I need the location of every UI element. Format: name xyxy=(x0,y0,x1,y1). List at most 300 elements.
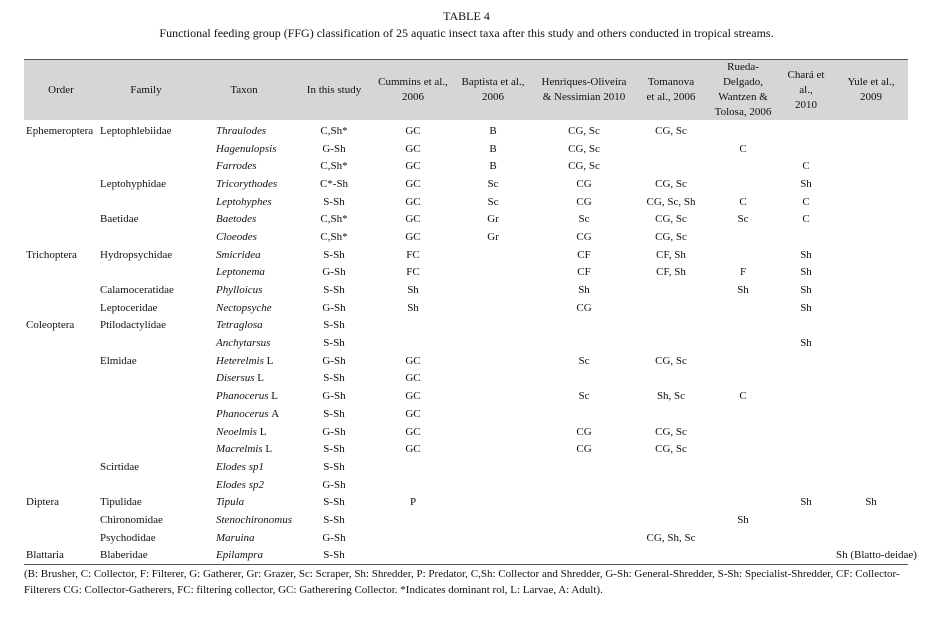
henriques-cell: CG xyxy=(576,425,592,438)
rueda-cell xyxy=(708,175,778,193)
tomanova-cell: CF, Sh xyxy=(656,248,686,261)
taxon-name: Neoelmis xyxy=(216,425,257,438)
baptista-cell xyxy=(452,299,534,317)
this-study-cell: C,Sh* xyxy=(320,213,348,226)
taxon-cell xyxy=(194,493,294,511)
family-cell: Leptoceridae xyxy=(100,301,158,314)
this-study-cell: S-Sh xyxy=(323,337,345,350)
order-cell xyxy=(24,387,98,405)
taxon-name: Phanocerus xyxy=(216,407,269,420)
taxon-cell xyxy=(194,405,294,423)
rueda-cell: Sc xyxy=(737,213,749,226)
cummins-cell: GC xyxy=(405,390,421,403)
family-cell xyxy=(98,264,194,282)
yule-cell xyxy=(834,175,908,193)
taxon-name: Maruina xyxy=(216,531,255,544)
order-cell xyxy=(24,511,98,529)
taxon-name: Anchytarsus xyxy=(216,337,271,350)
cummins-cell xyxy=(374,529,452,547)
tomanova-cell xyxy=(634,281,708,299)
family-cell: Ptilodactylidae xyxy=(100,319,166,332)
taxon-cell xyxy=(194,281,294,299)
rueda-cell xyxy=(708,405,778,423)
family-cell xyxy=(98,228,194,246)
tomanova-cell: CF, Sh xyxy=(656,266,686,279)
table-row xyxy=(24,423,908,441)
baptista-cell: B xyxy=(489,124,497,137)
yule-cell xyxy=(834,334,908,352)
table-row xyxy=(24,175,908,193)
cummins-cell: GC xyxy=(405,160,421,173)
order-cell: Trichoptera xyxy=(26,248,77,261)
table-row xyxy=(24,317,908,335)
order-cell xyxy=(24,458,98,476)
rueda-cell: C xyxy=(739,195,747,208)
tomanova-cell xyxy=(634,476,708,494)
taxon-name: Phanocerus xyxy=(216,390,269,403)
henriques-cell: CG, Sc xyxy=(568,160,600,173)
taxon-name: Elodes sp1 xyxy=(216,460,264,473)
order-cell: Blattaria xyxy=(26,549,64,562)
baptista-cell xyxy=(452,476,534,494)
yule-cell xyxy=(834,246,908,264)
yule-cell xyxy=(834,193,908,211)
tomanova-cell xyxy=(634,547,708,565)
henriques-cell xyxy=(534,317,634,335)
baptista-cell xyxy=(452,547,534,565)
taxon-name: Baetodes xyxy=(216,213,257,226)
cummins-cell: Sh xyxy=(407,284,419,297)
taxon-cell xyxy=(194,140,294,158)
table-row xyxy=(24,210,908,228)
table-row xyxy=(24,334,908,352)
rueda-cell xyxy=(708,246,778,264)
life-stage: L xyxy=(259,425,267,438)
family-cell xyxy=(98,387,194,405)
taxon-cell xyxy=(194,157,294,175)
order-cell xyxy=(24,210,98,228)
order-cell xyxy=(24,405,98,423)
taxon-cell xyxy=(194,440,294,458)
henriques-cell: CG xyxy=(576,195,592,208)
cummins-cell xyxy=(374,317,452,335)
taxon-cell xyxy=(194,120,294,140)
tomanova-cell: CG, Sc xyxy=(655,443,687,456)
rueda-cell xyxy=(708,547,778,565)
rueda-cell: Sh xyxy=(737,513,749,526)
family-cell: Leptohyphidae xyxy=(100,177,166,190)
baptista-cell xyxy=(452,405,534,423)
henriques-cell: Sc xyxy=(578,213,590,226)
life-stage: L xyxy=(266,354,274,367)
table-row xyxy=(24,405,908,423)
baptista-cell xyxy=(452,370,534,388)
family-cell xyxy=(98,423,194,441)
chara-cell: Sh xyxy=(800,496,812,509)
tomanova-cell xyxy=(634,493,708,511)
tomanova-cell xyxy=(634,299,708,317)
baptista-cell: B xyxy=(489,142,497,155)
family-cell xyxy=(98,476,194,494)
tomanova-cell: CG, Sc xyxy=(655,177,687,190)
rueda-cell xyxy=(708,476,778,494)
tomanova-cell: CG, Sc xyxy=(655,230,687,243)
table-row xyxy=(24,458,908,476)
chara-cell xyxy=(778,352,834,370)
baptista-cell xyxy=(452,387,534,405)
rueda-cell xyxy=(708,352,778,370)
rueda-cell: C xyxy=(739,390,747,403)
family-cell: Blaberidae xyxy=(100,549,148,562)
henriques-cell: CG, Sc xyxy=(568,124,600,137)
order-cell xyxy=(24,140,98,158)
rueda-cell xyxy=(708,423,778,441)
taxon-name: Smicridea xyxy=(216,248,261,261)
henriques-cell: CG xyxy=(576,301,592,314)
taxon-name: Phylloicus xyxy=(216,284,263,297)
chara-cell xyxy=(778,511,834,529)
chara-cell xyxy=(778,405,834,423)
order-cell xyxy=(24,193,98,211)
yule-cell xyxy=(834,140,908,158)
rueda-cell xyxy=(708,458,778,476)
chara-cell xyxy=(778,228,834,246)
this-study-cell: C*-Sh xyxy=(319,177,349,190)
order-cell xyxy=(24,228,98,246)
tomanova-cell xyxy=(634,157,708,175)
yule-cell xyxy=(834,458,908,476)
rueda-cell: Sh xyxy=(737,284,749,297)
table-header xyxy=(24,60,908,121)
cummins-cell: P xyxy=(409,496,417,509)
family-cell: Calamoceratidae xyxy=(100,284,174,297)
chara-cell xyxy=(778,120,834,140)
table-row xyxy=(24,281,908,299)
order-cell xyxy=(24,423,98,441)
table-row xyxy=(24,370,908,388)
taxon-cell xyxy=(194,246,294,264)
tomanova-cell xyxy=(634,405,708,423)
henriques-cell xyxy=(534,547,634,565)
taxon-name: Epilampra xyxy=(216,549,264,562)
taxon-name: Farrodes xyxy=(216,160,257,173)
taxon-name: Nectopsyche xyxy=(216,301,272,314)
tomanova-cell: CG, Sc xyxy=(655,354,687,367)
henriques-cell xyxy=(534,493,634,511)
header-chara: Chará et al., 2010 xyxy=(787,68,825,111)
header-yule: Yule et al., 2009 xyxy=(847,76,895,103)
family-cell: Tipulidae xyxy=(100,496,142,509)
yule-cell xyxy=(834,299,908,317)
rueda-cell xyxy=(708,529,778,547)
taxon-name: Tricorythodes xyxy=(216,177,278,190)
this-study-cell: C,Sh* xyxy=(320,124,348,137)
order-cell xyxy=(24,476,98,494)
baptista-cell xyxy=(452,511,534,529)
rueda-cell xyxy=(708,493,778,511)
this-study-cell: G-Sh xyxy=(322,390,346,403)
tomanova-cell: Sh, Sc xyxy=(656,390,686,403)
this-study-cell: C,Sh* xyxy=(320,160,348,173)
order-cell xyxy=(24,175,98,193)
taxon-name: Stenochironomus xyxy=(216,513,292,526)
order-cell xyxy=(24,370,98,388)
cummins-cell: FC xyxy=(406,248,420,261)
henriques-cell: CG xyxy=(576,443,592,456)
header-order: Order xyxy=(48,83,74,96)
order-cell xyxy=(24,440,98,458)
henriques-cell xyxy=(534,370,634,388)
taxon-cell xyxy=(194,529,294,547)
family-cell xyxy=(98,157,194,175)
rueda-cell xyxy=(708,440,778,458)
tomanova-cell xyxy=(634,317,708,335)
henriques-cell: CF xyxy=(577,248,591,261)
yule-cell xyxy=(834,529,908,547)
chara-cell xyxy=(778,317,834,335)
cummins-cell: GC xyxy=(405,195,421,208)
taxon-cell xyxy=(194,210,294,228)
henriques-cell xyxy=(534,511,634,529)
header-taxon: Taxon xyxy=(230,83,258,96)
cummins-cell: GC xyxy=(405,142,421,155)
taxon-cell xyxy=(194,511,294,529)
tomanova-cell xyxy=(634,140,708,158)
family-cell xyxy=(98,440,194,458)
cummins-cell: Sh xyxy=(407,301,419,314)
table-footnote: (B: Brusher, C: Collector, F: Filterer, G: Gatherer, Gr: Grazer, Sc: Scraper, Sh: Shredder, P: Predator, C,Sh: Collector and Shredder, G-Sh: General-Shredder, S-Sh: Specialist-Shredder, CF: Collector-Filterers CG: Collector-Gatherers, FC: filtering collector, GC: Gatherering Collector. *Indicates dominant rol, L: Larvae, A: Adult). xyxy=(24,568,900,596)
yule-cell xyxy=(834,511,908,529)
family-cell: Hydropsychidae xyxy=(100,248,173,261)
chara-cell xyxy=(778,529,834,547)
taxon-cell xyxy=(194,228,294,246)
cummins-cell: GC xyxy=(405,407,421,420)
taxon-cell xyxy=(194,334,294,352)
this-study-cell: S-Sh xyxy=(323,549,345,562)
taxon-name: Tipula xyxy=(216,496,245,509)
henriques-cell: CF xyxy=(577,266,591,279)
taxon-cell xyxy=(194,193,294,211)
cummins-cell xyxy=(374,458,452,476)
order-cell xyxy=(24,264,98,282)
henriques-cell: Sc xyxy=(578,354,590,367)
table-label: TABLE 4 xyxy=(443,9,490,23)
rueda-cell: C xyxy=(739,142,747,155)
taxon-name: Cloeodes xyxy=(216,230,257,243)
tomanova-cell: CG, Sc xyxy=(655,213,687,226)
tomanova-cell: CG, Sc xyxy=(655,124,687,137)
header-family: Family xyxy=(130,83,162,96)
taxon-cell xyxy=(194,317,294,335)
yule-cell xyxy=(834,387,908,405)
henriques-cell: Sh xyxy=(578,284,590,297)
table-row xyxy=(24,440,908,458)
table-row xyxy=(24,299,908,317)
header-rueda: Rueda-Delgado, Wantzen & Tolosa, 2006 xyxy=(714,61,772,118)
header-cummins: Cummins et al., 2006 xyxy=(378,76,448,103)
order-cell xyxy=(24,157,98,175)
tomanova-cell xyxy=(634,370,708,388)
henriques-cell xyxy=(534,476,634,494)
taxon-cell xyxy=(194,370,294,388)
family-cell xyxy=(98,193,194,211)
life-stage: L xyxy=(271,390,279,403)
cummins-cell xyxy=(374,476,452,494)
taxon-cell xyxy=(194,264,294,282)
henriques-cell xyxy=(534,458,634,476)
this-study-cell: S-Sh xyxy=(323,284,345,297)
baptista-cell xyxy=(452,264,534,282)
cummins-cell: GC xyxy=(405,443,421,456)
cummins-cell: GC xyxy=(405,124,421,137)
rueda-cell: F xyxy=(739,266,747,279)
henriques-cell xyxy=(534,405,634,423)
this-study-cell: S-Sh xyxy=(323,407,345,420)
cummins-cell: GC xyxy=(405,372,421,385)
yule-cell xyxy=(834,370,908,388)
header-baptista: Baptista et al., 2006 xyxy=(461,76,525,103)
tomanova-cell xyxy=(634,458,708,476)
this-study-cell: G-Sh xyxy=(322,478,346,491)
chara-cell xyxy=(778,458,834,476)
table-row xyxy=(24,511,908,529)
cummins-cell: GC xyxy=(405,354,421,367)
this-study-cell: S-Sh xyxy=(323,460,345,473)
taxon-name: Disersus xyxy=(216,372,255,385)
cummins-cell: GC xyxy=(405,177,421,190)
life-stage: A xyxy=(271,407,280,420)
header-henriques: Henriques-Oliveira & Nessimian 2010 xyxy=(541,76,627,103)
yule-cell xyxy=(834,210,908,228)
order-cell: Ephemeroptera xyxy=(26,124,94,137)
henriques-cell: CG xyxy=(576,230,592,243)
taxon-name: Leptonema xyxy=(216,266,265,279)
chara-cell: C xyxy=(802,160,810,173)
this-study-cell: S-Sh xyxy=(323,496,345,509)
taxon-cell xyxy=(194,175,294,193)
tomanova-cell: CG, Sc, Sh xyxy=(646,195,696,208)
family-cell: Baetidae xyxy=(100,213,139,226)
henriques-cell xyxy=(534,334,634,352)
chara-cell: C xyxy=(802,195,810,208)
chara-cell xyxy=(778,476,834,494)
taxon-name: Leptohyphes xyxy=(216,195,272,208)
chara-cell: Sh xyxy=(800,284,812,297)
order-cell: Coleoptera xyxy=(26,319,75,332)
rueda-cell xyxy=(708,299,778,317)
rueda-cell xyxy=(708,228,778,246)
tomanova-cell: CG, Sh, Sc xyxy=(646,531,696,544)
yule-cell xyxy=(834,281,908,299)
baptista-cell xyxy=(452,423,534,441)
order-cell: Diptera xyxy=(26,496,59,509)
cummins-cell: FC xyxy=(406,266,420,279)
family-cell: Leptophlebiidae xyxy=(100,124,172,137)
taxon-name: Thraulodes xyxy=(216,124,267,137)
tomanova-cell xyxy=(634,511,708,529)
chara-cell: Sh xyxy=(800,301,812,314)
tomanova-cell xyxy=(634,334,708,352)
rueda-cell xyxy=(708,157,778,175)
order-cell xyxy=(24,529,98,547)
baptista-cell xyxy=(452,317,534,335)
yule-cell xyxy=(834,120,908,140)
this-study-cell: G-Sh xyxy=(322,425,346,438)
table-row xyxy=(24,228,908,246)
baptista-cell: Sc xyxy=(487,177,499,190)
rueda-cell xyxy=(708,317,778,335)
yule-cell: Sh xyxy=(865,496,877,509)
taxon-name: Hagenulopsis xyxy=(216,142,277,155)
chara-cell: Sh xyxy=(800,266,812,279)
family-cell xyxy=(98,334,194,352)
chara-cell: Sh xyxy=(800,177,812,190)
rueda-cell xyxy=(708,120,778,140)
order-cell xyxy=(24,299,98,317)
order-cell xyxy=(24,281,98,299)
taxon-cell xyxy=(194,299,294,317)
chara-cell xyxy=(778,547,834,565)
chara-cell: Sh xyxy=(800,337,812,350)
this-study-cell: S-Sh xyxy=(323,195,345,208)
baptista-cell: Sc xyxy=(487,195,499,208)
yule-cell xyxy=(834,476,908,494)
taxon-cell xyxy=(194,387,294,405)
table-row xyxy=(24,140,908,158)
baptista-cell xyxy=(452,246,534,264)
family-cell: Scirtidae xyxy=(100,460,140,473)
taxon-cell xyxy=(194,352,294,370)
this-study-cell: S-Sh xyxy=(323,513,345,526)
table-row xyxy=(24,264,908,282)
yule-cell xyxy=(834,264,908,282)
table-row xyxy=(24,352,908,370)
yule-cell xyxy=(834,440,908,458)
this-study-cell: G-Sh xyxy=(322,354,346,367)
table-row xyxy=(24,493,908,511)
table-row xyxy=(24,387,908,405)
family-cell: Chironomidae xyxy=(100,513,163,526)
rueda-cell xyxy=(708,370,778,388)
table-row xyxy=(24,193,908,211)
yule-cell xyxy=(834,157,908,175)
table-body xyxy=(24,120,917,565)
cummins-cell: GC xyxy=(405,230,421,243)
order-cell xyxy=(24,352,98,370)
baptista-cell xyxy=(452,529,534,547)
taxon-name: Heterelmis xyxy=(216,354,264,367)
cummins-cell xyxy=(374,511,452,529)
this-study-cell: S-Sh xyxy=(323,372,345,385)
chara-cell xyxy=(778,370,834,388)
baptista-cell: Gr xyxy=(487,213,499,226)
life-stage: L xyxy=(265,443,273,456)
yule-cell xyxy=(834,228,908,246)
yule-cell xyxy=(834,317,908,335)
table-row xyxy=(24,547,908,565)
baptista-cell: B xyxy=(489,160,497,173)
family-cell: Elmidae xyxy=(100,354,137,367)
family-cell xyxy=(98,370,194,388)
chara-cell xyxy=(778,423,834,441)
family-cell xyxy=(98,405,194,423)
tomanova-cell: CG, Sc xyxy=(655,425,687,438)
header-this-study: In this study xyxy=(306,83,362,96)
baptista-cell xyxy=(452,281,534,299)
this-study-cell: G-Sh xyxy=(322,301,346,314)
table-caption: Functional feeding group (FFG) classification of 25 aquatic insect taxa after this study and others conducted in tropical streams. xyxy=(159,26,774,40)
this-study-cell: S-Sh xyxy=(323,319,345,332)
